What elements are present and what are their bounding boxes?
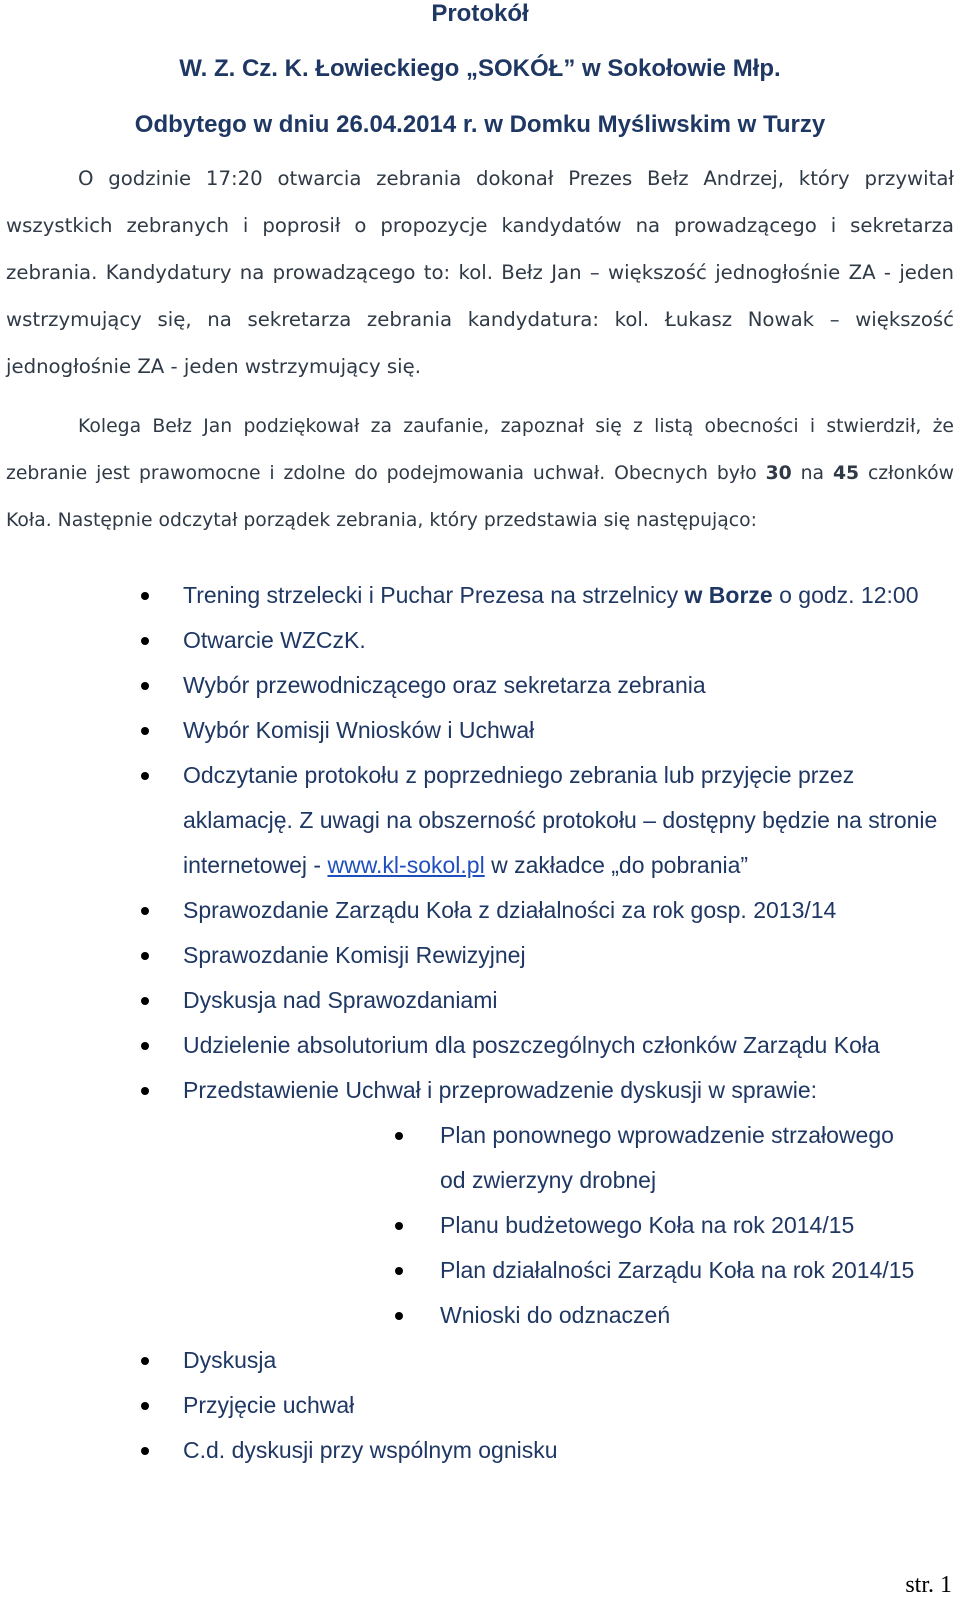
agenda-item-text: C.d. dyskusji przy wspólnym ognisku	[183, 1437, 558, 1463]
bullet-icon	[141, 952, 149, 960]
bullet-icon	[141, 637, 149, 645]
agenda-item-text: Odczytanie protokołu z poprzedniego zebrania lub przyjęcie przez aklamację. Z uwagi na obszerność protokołu – dostępny będzie na stronie internetowej -	[183, 762, 938, 878]
bullet-icon	[141, 592, 149, 600]
agenda-item-committee	[0, 708, 960, 753]
sub-item-awards	[183, 1293, 940, 1338]
agenda-item-text: Trening strzelecki i Puchar Prezesa na strzelnicy	[183, 582, 679, 608]
resolutions-sublist	[183, 1113, 940, 1338]
agenda-item-text: Dyskusja nad Sprawozdaniami	[183, 987, 498, 1013]
bullet-icon	[141, 907, 149, 915]
sub-item-text: Planu budżetowego Koła na rok 2014/15	[440, 1212, 855, 1238]
agenda-item-opening	[0, 618, 960, 663]
agenda-item-time: o godz. 12:00	[779, 582, 919, 608]
bullet-icon	[141, 1087, 149, 1095]
association-name: W. Z. Cz. K. Łowieckiego „SOKÓŁ” w Sokołowie Młp.	[179, 55, 781, 82]
agenda-item-text: Udzielenie absolutorium dla poszczególnych członków Zarządu Koła	[183, 1032, 880, 1058]
present-count: 30	[765, 463, 792, 484]
agenda-item-audit-report	[0, 933, 960, 978]
attendance-on: na	[800, 463, 825, 484]
opening-paragraph	[6, 155, 954, 390]
attendance-text-a: Kolega Bełz Jan podziękował za zaufanie, zapoznał się z listą obecności i stwierdził, że zebranie jest prawomocne i zdolne do podejmowania uchwał. Obecnych było	[6, 416, 954, 484]
agenda-item-board-report	[0, 888, 960, 933]
sub-item-text: Wnioski do odznaczeń	[440, 1302, 671, 1328]
bullet-icon	[395, 1312, 403, 1320]
attendance-text-b: członków Koła. Następnie odczytał porządek zebrania, który przedstawia się następująco:	[6, 463, 954, 531]
agenda-item-discussion-reports	[0, 978, 960, 1023]
agenda-item-bold-location: w Borze	[684, 582, 773, 608]
bullet-icon	[141, 1357, 149, 1365]
agenda-item-absolution	[0, 1023, 960, 1068]
agenda-list	[0, 573, 960, 1473]
agenda-item-adoption	[0, 1383, 960, 1428]
agenda-item-bonfire	[0, 1428, 960, 1473]
meeting-date-place: Odbytego w dniu 26.04.2014 r. w Domku Myśliwskim w Turzy	[134, 111, 826, 138]
sub-item-text: Plan działalności Zarządu Koła na rok 2014/15	[440, 1257, 915, 1283]
agenda-item-text: Sprawozdanie Komisji Rewizyjnej	[183, 942, 526, 968]
bullet-icon	[141, 1402, 149, 1410]
bullet-icon	[395, 1222, 403, 1230]
agenda-item-text: Wybór przewodniczącego oraz sekretarza zebrania	[183, 672, 706, 698]
document-title: Protokół	[431, 0, 529, 27]
opening-text: wszystkich zebranych i poprosił o propozycje kandydatów na prowadzącego i sekretarza zebrania. Kandydatury na prowadzącego to: kol. Bełz Jan – większość jednogłośnie ZA - jeden wstrzymujący się, na sekretarza zebrania kandydatura: kol. Łukasz Nowak – większość jednogłośnie ZA - jeden wstrzymujący się.	[6, 214, 954, 378]
sub-item-game-fee	[183, 1113, 940, 1203]
agenda-item-text-tail: w zakładce „do pobrania”	[491, 852, 749, 878]
bullet-icon	[141, 997, 149, 1005]
agenda-item-training	[0, 573, 960, 618]
agenda-item-resolutions	[0, 1068, 960, 1338]
agenda-item-text: Otwarcie WZCzK.	[183, 627, 366, 653]
bullet-icon	[141, 682, 149, 690]
bullet-icon	[141, 772, 149, 780]
agenda-item-text: Dyskusja	[183, 1347, 277, 1373]
attendance-paragraph	[6, 403, 954, 544]
agenda-item-discussion	[0, 1338, 960, 1383]
bullet-icon	[395, 1132, 403, 1140]
agenda-item-chair-election	[0, 663, 960, 708]
bullet-icon	[395, 1267, 403, 1275]
opening-lead: O godzinie 17:20 otwarcia zebrania dokonał Prezes Bełz Andrzej, który przywitał	[78, 167, 954, 190]
bullet-icon	[141, 727, 149, 735]
page-number: str. 1	[905, 1572, 952, 1598]
bullet-icon	[141, 1447, 149, 1455]
sub-item-budget	[183, 1203, 940, 1248]
agenda-item-text: Przyjęcie uchwał	[183, 1392, 355, 1418]
total-count: 45	[832, 463, 860, 484]
agenda-item-text: Przedstawienie Uchwał i przeprowadzenie dyskusji w sprawie:	[183, 1077, 818, 1103]
sub-item-activity-plan	[183, 1248, 940, 1293]
sub-item-text: Plan ponownego wprowadzenie strzałowego od zwierzyny drobnej	[440, 1122, 894, 1193]
agenda-item-text: Wybór Komisji Wniosków i Uchwał	[183, 717, 535, 743]
bullet-icon	[141, 1042, 149, 1050]
agenda-item-minutes	[0, 753, 960, 888]
website-link[interactable]: www.kl-sokol.pl	[327, 852, 485, 878]
agenda-item-text: Sprawozdanie Zarządu Koła z działalności za rok gosp. 2013/14	[183, 897, 837, 923]
